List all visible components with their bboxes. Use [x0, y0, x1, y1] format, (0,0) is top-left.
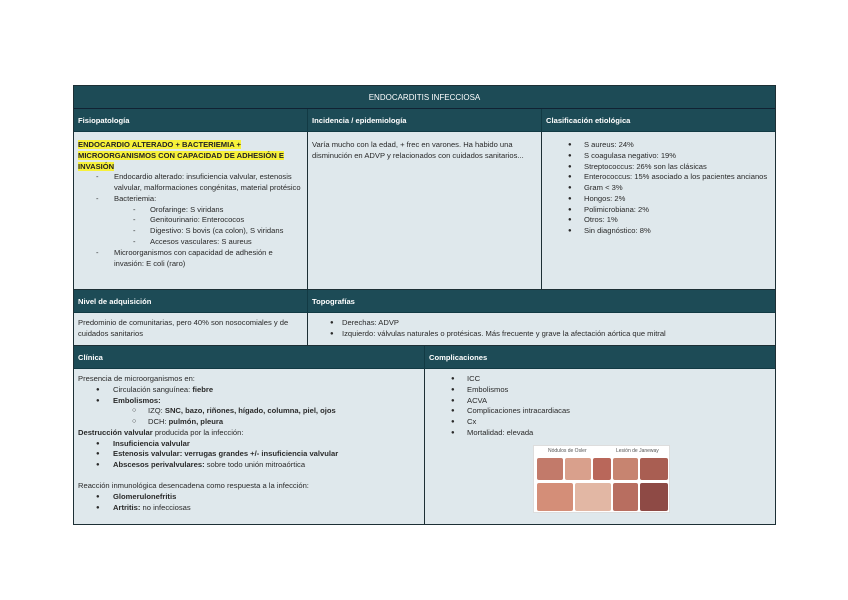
hand-photo-5	[575, 483, 611, 511]
clinica-artritis-rest: no infecciosas	[140, 502, 191, 512]
osler-janeway-image	[533, 445, 670, 513]
header-nivel: Nivel de adquisición	[74, 290, 308, 313]
foot-photo-4	[640, 483, 668, 511]
fisio-item-bacteriemia: - Bacteriemia:	[78, 194, 303, 205]
foot-photo-2	[640, 458, 668, 480]
list-item	[78, 460, 420, 471]
list-item: ● Streptococcus: 26% son las clásicas	[546, 162, 771, 173]
nivel-text: Predominio de comunitarias, pero 40% son nosocomiales y de cuidados sanitarios	[78, 318, 289, 338]
clinica-sublist	[78, 406, 420, 428]
fisio-item-microorganismos: - Microorganismos con capacidad de adhesión e invasión: E coli (raro)	[78, 248, 303, 270]
clinica-list-3	[78, 492, 420, 514]
clinica-list-1	[78, 385, 420, 407]
clinica-embolismos: Embolismos:	[113, 395, 161, 405]
topografias-list	[312, 318, 771, 340]
header-topografias: Topografías	[308, 290, 775, 313]
foot-photo-3	[613, 483, 638, 511]
clinica-izq-value: SNC, bazo, riñones, hígado, columna, piel, ojos	[164, 406, 336, 416]
header-clinica: Clínica	[74, 346, 425, 369]
clinica-intro: Presencia de microorganismos en:	[78, 374, 195, 383]
fisiopatologia-cell	[74, 132, 308, 290]
header-complicaciones: Complicaciones	[425, 346, 775, 369]
list-item	[78, 396, 420, 407]
complicaciones-cell	[425, 369, 775, 524]
list-item: ● Derechas: ADVP	[312, 318, 771, 329]
incidencia-cell	[308, 132, 542, 290]
complicaciones-list	[429, 374, 771, 439]
list-item: ● S coagulasa negativo: 19%	[546, 151, 771, 162]
list-item: ● Mortalidad: elevada	[429, 428, 771, 439]
clasificacion-cell	[542, 132, 775, 290]
foot-photo-1	[613, 458, 638, 480]
clinica-glomerulo: Glomerulonefritis	[113, 491, 177, 501]
body-row-2	[74, 313, 775, 346]
list-item: - Genitourinario: Enterococos	[78, 215, 303, 226]
list-item: ● Embolismos	[429, 385, 771, 396]
image-label-janeway: Lesión de Janeway	[616, 448, 659, 454]
clinica-destruccion-label: Destrucción valvular	[78, 427, 153, 437]
clinica-abscesos-rest: sobre todo unión mitroaórtica	[204, 460, 306, 470]
list-item: ● Otros: 1%	[546, 215, 771, 226]
list-item: ● Cx	[429, 417, 771, 428]
clinica-insuf: Insuficiencia valvular	[113, 438, 190, 448]
hand-photo-4	[537, 483, 573, 511]
hand-photo-2	[565, 458, 591, 480]
nivel-cell	[74, 313, 308, 346]
list-item: - Accesos vasculares: S aureus	[78, 237, 303, 248]
list-item	[78, 449, 420, 460]
list-item: - Orofaringe: S viridans	[78, 205, 303, 216]
fisio-item-endocardio: - Endocardio alterado: insuficiencia valvular, estenosis valvular, malformaciones congénitas, material protésico	[78, 172, 303, 194]
list-item: ● Hongos: 2%	[546, 194, 771, 205]
hand-photo-3	[593, 458, 611, 480]
clasificacion-list	[546, 137, 771, 237]
list-item: ● S aureus: 24%	[546, 140, 771, 151]
fisio-highlight: ENDOCARDIO ALTERADO + BACTERIEMIA + MICROORGANISMOS CON CAPACIDAD DE ADHESIÓN E INVASIÓN	[78, 140, 284, 171]
list-item	[78, 439, 420, 450]
list-item	[78, 503, 420, 514]
clinica-estenosis: Estenosis valvular: verrugas grandes +/- insuficiencia valvular	[113, 449, 339, 459]
list-item: ● Enterococcus: 15% asociado a los pacientes ancianos	[546, 172, 771, 183]
list-item	[78, 492, 420, 503]
header-clasificacion: Clasificación etiológica	[542, 109, 775, 132]
clinica-circ-label: Circulación sanguínea:	[113, 384, 193, 394]
list-item	[78, 406, 420, 417]
topografias-cell	[308, 313, 775, 346]
header-row-3	[74, 346, 775, 369]
list-item: ● Sin diagnóstico: 8%	[546, 226, 771, 237]
list-item: ● Polimicrobiana: 2%	[546, 205, 771, 216]
clinica-reaccion: Reacción inmunológica desencadena como respuesta a la infección:	[78, 481, 309, 491]
clinica-cell	[74, 369, 425, 524]
table-title: ENDOCARDITIS INFECCIOSA	[74, 86, 775, 109]
clinica-list-2	[78, 439, 420, 471]
clinica-dch-label: DCH:	[148, 417, 169, 427]
list-item	[78, 385, 420, 396]
body-row-1	[74, 132, 775, 290]
fisio-list	[78, 172, 303, 204]
list-item: ● Complicaciones intracardiacas	[429, 406, 771, 417]
clinica-dch-value: pulmón, pleura	[168, 417, 224, 427]
clinica-destruccion	[78, 428, 420, 439]
list-item: ● ICC	[429, 374, 771, 385]
list-item: - Digestivo: S bovis (ca colon), S viridans	[78, 226, 303, 237]
list-item: ● Izquierdo: válvulas naturales o protésicas. Más frecuente y grave la afectación aórtica que mitral	[312, 329, 771, 340]
list-item: ● Gram < 3%	[546, 183, 771, 194]
header-row-1	[74, 109, 775, 132]
body-row-3	[74, 369, 775, 524]
clinica-artritis-label: Artritis:	[113, 502, 141, 512]
clinica-izq-label: IZQ:	[148, 406, 165, 416]
list-item: ● ACVA	[429, 396, 771, 407]
clinica-abscesos-label: Abscesos perivalvulares:	[113, 460, 205, 470]
image-label-osler: Nódulos de Osler	[548, 448, 587, 454]
clinica-circ-value: fiebre	[192, 384, 214, 394]
hand-photo-1	[537, 458, 563, 480]
list-item	[78, 417, 420, 428]
header-incidencia: Incidencia / epidemiología	[308, 109, 542, 132]
header-fisiopatologia: Fisiopatología	[74, 109, 308, 132]
incidencia-text: Varía mucho con la edad, + frec en varones. Ha habido una disminución en ADVP y relacionados con cuidados sanitarios...	[312, 140, 524, 160]
clinica-destruccion-rest: producida por la infección:	[152, 427, 244, 437]
endocarditis-table	[73, 85, 776, 525]
fisio-list-2	[78, 248, 303, 270]
fisio-sublist	[78, 205, 303, 248]
header-row-2	[74, 290, 775, 313]
